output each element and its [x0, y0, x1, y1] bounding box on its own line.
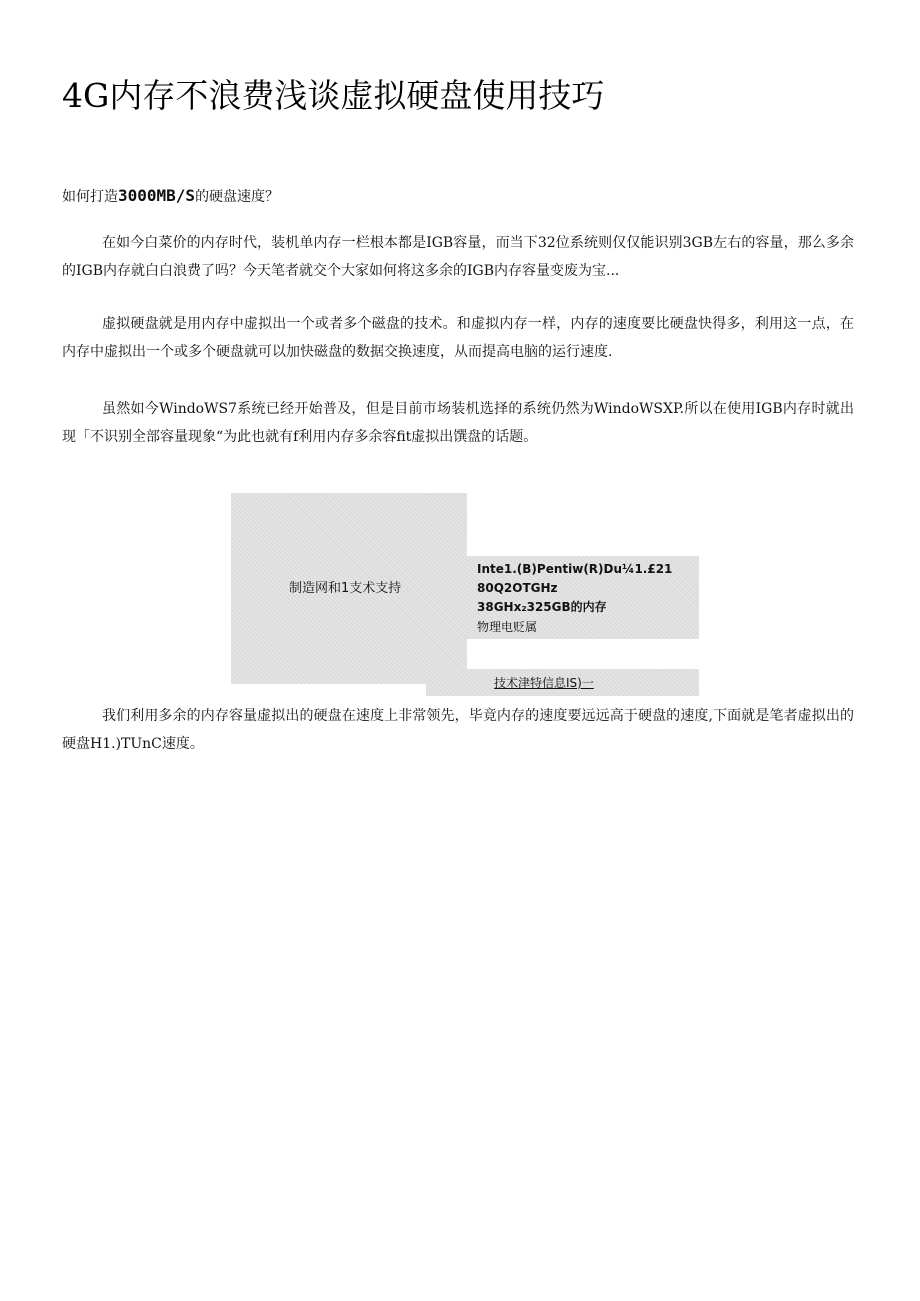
paragraph-background: 虽然如今WindoWS7系统已经开始普及，但是目前市场装机选择的系统仍然为WindoWSXP.所以在使用IGB内存时就出现「不识别全部容量现象“为此也就有f利用内存多余容fit虚拟出馔盘的话题。 [62, 401, 854, 445]
figure-bottom-panel [426, 669, 699, 696]
paragraph-definition: 虚拟硬盘就是用内存中虚拟出一个或者多个磁盘的技术。和虚拟内存一样，内存的速度要比硬盘快得多，利用这一点，在内存中虚拟出一个或多个硬盘就可以加快磁盘的数据交换速度，从而提高电脑的运行速度. [62, 316, 854, 360]
support-info-link[interactable]: 技术津特信息IS)一 [494, 676, 594, 690]
figure-left-panel [231, 493, 467, 684]
system-info-screenshot [231, 493, 699, 696]
document-title: 4G内存不浪费浅谈虚拟硬盘使用技巧 [62, 76, 605, 115]
spec-memory-line: 38GHx₂325GB的内存 [477, 600, 607, 614]
paragraph-intro: 在如今白菜价的内存时代，装机单内存一栏根本都是IGB容量，而当下32位系统则仅仅能识别3GB左右的容量，那么多余的IGB内存就白白浪费了吗？今天笔者就交个大家如何将这多余的IGB内存容量变废为宝... [62, 235, 854, 279]
spec-frequency-line: 80Q2OTGHz [477, 581, 558, 595]
spec-physical-line: 物理电贬属 [477, 620, 538, 634]
subheading-suffix: 的硬盘速度？ [195, 189, 280, 205]
paragraph-conclusion: 我们利用多余的内存容量虚拟出的硬盘在速度上非常领先，毕竟内存的速度要远远高于硬盘的速度,下面就是笔者虚拟出的硬盘H1.)TUnC速度。 [62, 708, 854, 752]
subheading-prefix: 如何打造 [62, 189, 118, 205]
spec-cpu-line: Inte1.(B)Pentiw(R)Du¼1.£21 [477, 562, 673, 576]
manufacturer-support-label: 制造网和1支术支持 [289, 581, 402, 596]
subheading-speed: 3000MB/S [118, 186, 196, 205]
subheading [62, 184, 279, 209]
figure-spec-panel [467, 556, 699, 639]
